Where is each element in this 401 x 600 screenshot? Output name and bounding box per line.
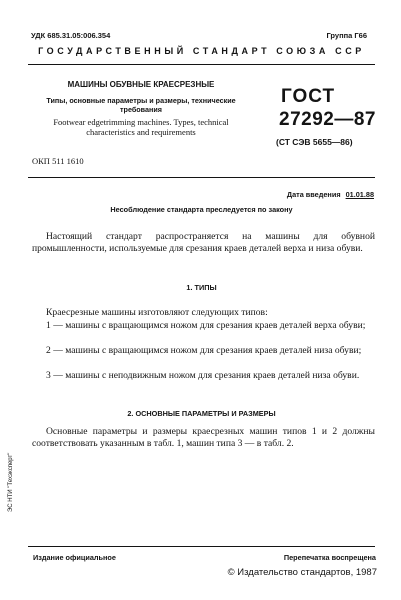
type-2-item: 2 — машины с вращающимся ножом для срезания краев деталей низа обуви; bbox=[46, 345, 362, 356]
udk-code: УДК 685.31.05:006.354 bbox=[31, 31, 111, 40]
copyright: © Издательство стандартов, 1987 bbox=[227, 567, 377, 578]
gost-label: ГОСТ bbox=[281, 86, 336, 107]
type-3-item: 3 — машины с неподвижным ножом для срезания краев деталей низа обуви. bbox=[46, 370, 360, 381]
legal-notice: Несоблюдение стандарта преследуется по закону bbox=[110, 205, 293, 214]
standard-title: ГОСУДАРСТВЕННЫЙ СТАНДАРТ СОЮЗА ССР bbox=[38, 46, 365, 56]
header-rule bbox=[28, 64, 375, 65]
date-value: 01.01.88 bbox=[345, 190, 374, 199]
group-code: Группа Г66 bbox=[326, 31, 367, 40]
document-title: МАШИНЫ ОБУВНЫЕ КРАЕСРЕЗНЫЕ bbox=[67, 80, 215, 89]
gost-number: 27292—87 bbox=[279, 109, 376, 130]
effective-date bbox=[287, 190, 374, 199]
intro-paragraph: Настоящий стандарт распространяется на машины для обувной промышленности, используемые для срезания краев деталей верха и низа обуви. bbox=[32, 231, 375, 255]
parameters-paragraph: Основные параметры и размеры краесрезных машин типов 1 и 2 должны соответствовать указанным в табл. 1, машин типа 3 — в табл. 2. bbox=[32, 426, 375, 450]
sev-reference: (СТ СЭВ 5655—86) bbox=[276, 137, 353, 147]
date-label: Дата введения bbox=[286, 190, 341, 199]
document-subtitle: Типы, основные параметры и размеры, технические требования bbox=[46, 96, 236, 114]
okp-code: ОКП 511 1610 bbox=[32, 156, 84, 166]
english-title: Footwear edgetrimming machines. Types, technical characteristics and requirements bbox=[53, 117, 229, 137]
section-2-heading: 2. ОСНОВНЫЕ ПАРАМЕТРЫ И РАЗМЕРЫ bbox=[127, 409, 276, 418]
reprint-notice: Перепечатка воспрещена bbox=[283, 553, 376, 562]
footer-rule bbox=[28, 546, 375, 547]
title-rule bbox=[28, 177, 375, 178]
official-edition: Издание официальное bbox=[33, 553, 116, 562]
side-stamp: ЭС НТИ "Техэксперт" bbox=[8, 452, 14, 512]
types-lead: Краесрезные машины изготовляют следующих типов: bbox=[46, 307, 268, 318]
type-1-item: 1 — машины с вращающимся ножом для срезания краев деталей верха обуви; bbox=[46, 320, 366, 331]
section-1-heading: 1. ТИПЫ bbox=[186, 283, 217, 292]
